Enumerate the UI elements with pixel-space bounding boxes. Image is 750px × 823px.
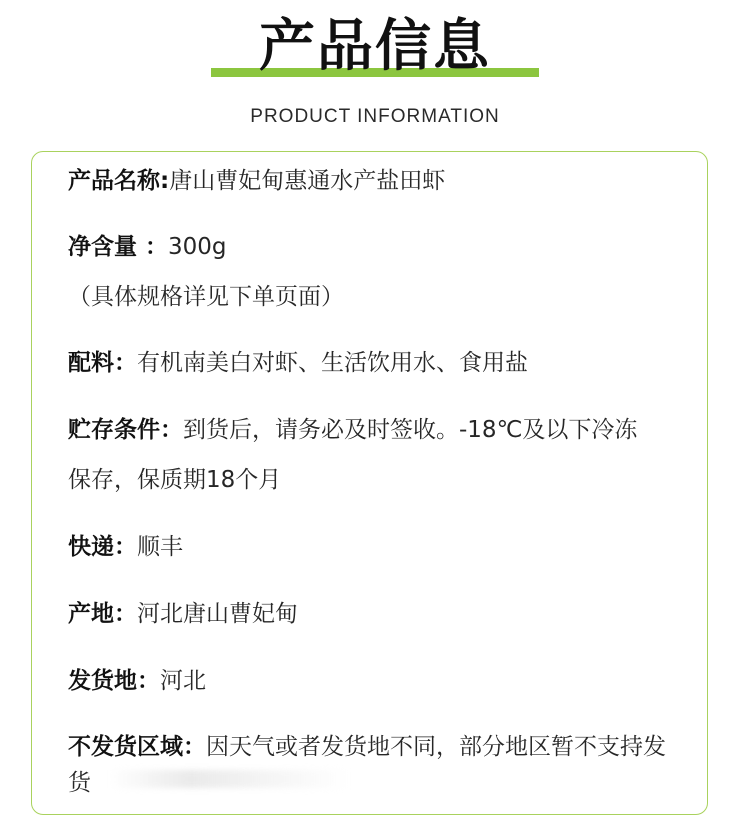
row-ingredients [68, 348, 688, 378]
row-storage-cont [68, 465, 688, 495]
row-ship-from [68, 666, 688, 696]
value-ingredients: 有机南美白对虾、生活饮用水、食用盐 [137, 350, 528, 376]
value-net-content: 300g [168, 234, 227, 260]
row-storage [68, 415, 688, 445]
label-origin: 产地： [68, 601, 137, 627]
row-product-name [68, 166, 688, 196]
value-express: 顺丰 [137, 534, 183, 560]
value-ship-from: 河北 [160, 668, 206, 694]
page-subtitle: PRODUCT INFORMATION [250, 106, 500, 127]
value-product-name: 唐山曹妃甸惠通水产盐田虾 [169, 168, 446, 194]
label-no-ship-area: 不发货区域： [68, 734, 206, 760]
label-net-content: 净含量 ： [68, 234, 169, 260]
label-storage: 贮存条件： [68, 417, 183, 443]
value-storage: 到货后，请务必及时签收。-18℃及以下冷冻 [183, 417, 638, 443]
label-product-name: 产品名称: [68, 168, 170, 194]
value-origin: 河北唐山曹妃甸 [137, 601, 298, 627]
label-ship-from: 发货地： [68, 668, 160, 694]
row-net-content [68, 232, 688, 262]
row-origin [68, 599, 688, 629]
value-no-ship-area: 因天气或者发货地不同，部分地区暂不支持发 [206, 734, 666, 760]
blurred-watermark [110, 770, 350, 788]
label-ingredients: 配料： [68, 350, 137, 376]
value-net-note: （具体规格详见下单页面） [68, 284, 344, 310]
value-storage-cont: 保存，保质期18个月 [68, 467, 282, 493]
page-title: 产品信息 [259, 14, 491, 79]
label-express: 快递： [68, 534, 137, 560]
row-express [68, 532, 688, 562]
value-no-ship-area-cont: 货 [68, 770, 91, 796]
row-no-ship-area [68, 732, 688, 762]
row-net-note [68, 282, 688, 312]
